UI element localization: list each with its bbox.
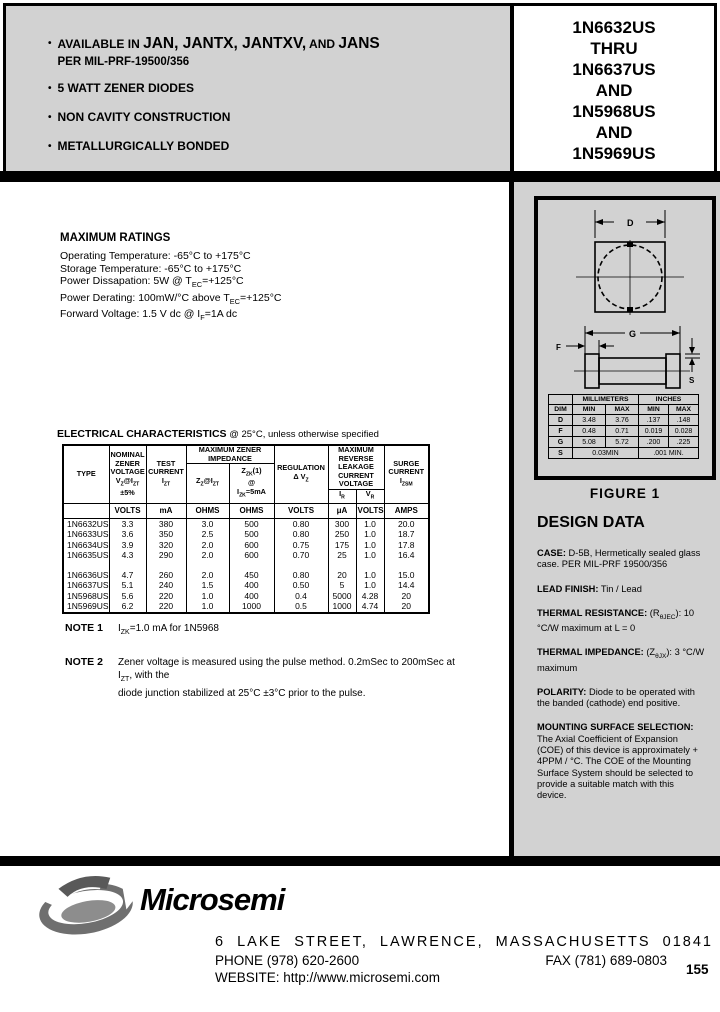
note-row xyxy=(65,656,465,701)
electrical-characteristics-table xyxy=(62,444,430,614)
website: WEBSITE: http://www.microsemi.com xyxy=(215,970,441,985)
cell-izt: 290 xyxy=(146,550,186,561)
bullet-text: AVAILABLE IN JAN, JANTX, JANTXV, AND JANS xyxy=(57,35,380,52)
cell-vr: 1.0 xyxy=(356,550,384,561)
cell-vr: 1.0 xyxy=(356,540,384,551)
col-header-zzk: $Z_{ZK}(1)$ @ $I_{ZK}=5mA$ xyxy=(229,464,274,504)
part-number-line: AND xyxy=(595,122,633,142)
cell-zz: 1.0 xyxy=(186,591,229,602)
cell-zz: 2.0 xyxy=(186,561,229,581)
mm-max: 5.72 xyxy=(606,437,639,448)
col-header-nominal-voltage: NOMINAL ZENER VOLTAGE $V_Z@I_{ZT}$ ±5% xyxy=(109,445,146,503)
col-header-vr: $V_R$ xyxy=(356,489,384,503)
bullet-icon: • xyxy=(48,141,52,152)
cell-regulation: 0.80 xyxy=(274,561,328,581)
design-data-text: Tin / Lead xyxy=(598,583,642,594)
col-header-regulation: REGULATION Δ $V_Z$ xyxy=(274,445,328,503)
cell-zzk: 500 xyxy=(229,529,274,540)
note-text: $I_{ZK}=1.0$ mA for 1N5968 xyxy=(118,623,219,636)
cell-ir: 5 xyxy=(328,580,356,591)
unit-cell: AMPS xyxy=(384,503,429,518)
rating-line: Operating Temperature: -65°C to +175°C xyxy=(60,250,251,262)
design-data-label: THERMAL RESISTANCE: xyxy=(537,607,648,618)
note-row xyxy=(65,622,465,640)
unit-cell: VOLTS xyxy=(109,503,146,518)
units-row xyxy=(63,503,429,518)
cell-zz: 3.0 xyxy=(186,518,229,529)
cell-izsm: 16.4 xyxy=(384,550,429,561)
in-max: 0.028 xyxy=(669,426,699,437)
top-divider-bar xyxy=(0,171,720,182)
in-min-header: MIN xyxy=(639,405,669,415)
cell-zzk: 600 xyxy=(229,540,274,551)
note-text: Zener voltage is measured using the pulse method. 0.2mSec to 200mSec at $I_{ZT}$, with the diode junction stabilized at 25°C ±3°C prior to the pulse. xyxy=(118,656,455,699)
cell-vz: 5.6 xyxy=(109,591,146,602)
in-min: .200 xyxy=(639,437,669,448)
cell-vr: 1.0 xyxy=(356,518,384,529)
feature-bullet xyxy=(48,36,510,70)
table-row xyxy=(63,591,429,602)
footer xyxy=(0,866,720,1012)
device-outline-drawing xyxy=(540,202,710,392)
design-data-text: $(R_{\theta JEC})$: 10 °C/W maximum at L = 0 xyxy=(537,607,695,634)
max-ratings-title: MAXIMUM RATINGS xyxy=(60,232,171,244)
mm-min-header: MIN xyxy=(573,405,606,415)
feature-bullets-panel xyxy=(6,6,514,174)
phone: PHONE (978) 620-2600 xyxy=(215,953,360,968)
cell-zz: 2.0 xyxy=(186,550,229,561)
unit-cell: VOLTS xyxy=(356,503,384,518)
cell-zz: 2.5 xyxy=(186,529,229,540)
cell-zzk: 400 xyxy=(229,591,274,602)
note-label: NOTE 2 xyxy=(65,655,103,668)
main-content xyxy=(0,182,509,856)
dim-blank-header xyxy=(549,395,573,405)
feature-bullet xyxy=(48,81,510,99)
max-ratings-lines xyxy=(60,250,282,325)
cell-ir: 5000 xyxy=(328,591,356,602)
part-numbers-panel xyxy=(514,6,714,174)
notes-section xyxy=(65,622,465,716)
bullet-text: 5 WATT ZENER DIODES xyxy=(57,81,194,95)
cell-type: 1N6633US xyxy=(63,529,109,540)
mm-min: 5.08 xyxy=(573,437,606,448)
mm-header: MILLIMETERS xyxy=(573,395,639,405)
mm-value: 0.03MIN xyxy=(573,448,639,459)
table-row xyxy=(63,529,429,540)
cell-regulation: 0.80 xyxy=(274,518,328,529)
cell-zz: 1.0 xyxy=(186,601,229,613)
cell-ir: 250 xyxy=(328,529,356,540)
design-data-section xyxy=(537,514,705,814)
cell-vr: 1.0 xyxy=(356,529,384,540)
dim-row xyxy=(549,415,699,426)
dim-header: DIM xyxy=(549,405,573,415)
mm-min: 0.48 xyxy=(573,426,606,437)
dim-letter: S xyxy=(549,448,573,459)
col-header-type: TYPE xyxy=(63,445,109,503)
design-data-text: $(Z_{\theta JX})$: 3 °C/W maximum xyxy=(537,647,705,673)
cell-regulation: 0.75 xyxy=(274,540,328,551)
dim-label-f: F xyxy=(556,343,561,352)
figure-box xyxy=(534,196,716,480)
table-row xyxy=(63,550,429,561)
cell-zz: 1.5 xyxy=(186,580,229,591)
cell-ir: 300 xyxy=(328,518,356,529)
cell-izt: 260 xyxy=(146,561,186,581)
cell-izsm: 20.0 xyxy=(384,518,429,529)
design-data-label: MOUNTING SURFACE SELECTION: xyxy=(537,722,694,733)
design-data-item xyxy=(537,687,705,710)
cell-vz: 3.9 xyxy=(109,540,146,551)
page-number: 155 xyxy=(686,962,709,977)
unit-cell: OHMS xyxy=(186,503,229,518)
cell-type: 1N6634US xyxy=(63,540,109,551)
cell-type: 1N5968US xyxy=(63,591,109,602)
col-header-test-current: TEST CURRENT $I_{ZT}$ xyxy=(146,445,186,503)
in-max: .225 xyxy=(669,437,699,448)
dim-letter: D xyxy=(549,415,573,426)
unit-cell: VOLTS xyxy=(274,503,328,518)
mm-min: 3.48 xyxy=(573,415,606,426)
cell-vr: 4.74 xyxy=(356,601,384,613)
cell-ir: 175 xyxy=(328,540,356,551)
cell-vr: 1.0 xyxy=(356,580,384,591)
mm-max: 0.71 xyxy=(606,426,639,437)
cell-izt: 350 xyxy=(146,529,186,540)
dim-label-s: S xyxy=(689,376,695,385)
inches-header: INCHES xyxy=(639,395,699,405)
brand-wordmark: Microsemi xyxy=(140,882,285,917)
col-header-zz: $Z_Z@I_{ZT}$ xyxy=(186,464,229,504)
cell-zzk: 1000 xyxy=(229,601,274,613)
part-number-line: AND xyxy=(595,80,633,100)
bullet-icon: • xyxy=(48,83,52,94)
feature-bullet xyxy=(48,110,510,128)
dim-label-d: D xyxy=(627,218,634,228)
cell-ir: 25 xyxy=(328,550,356,561)
dim-row-s xyxy=(549,448,699,459)
table-row xyxy=(63,580,429,591)
cell-ir: 20 xyxy=(328,561,356,581)
header-band xyxy=(3,3,717,177)
rating-line: Power Dissapation: 5W @ $T_{EC}=+125^\circ C$ xyxy=(60,275,244,290)
unit-cell: mA xyxy=(146,503,186,518)
rating-line: Power Derating: 100mW/°C above $T_{EC}=+125^\circ C$ xyxy=(60,291,282,306)
cell-regulation: 0.80 xyxy=(274,529,328,540)
table-row xyxy=(63,540,429,551)
col-header-impedance-group: MAXIMUM ZENER IMPEDANCE xyxy=(186,445,274,464)
dim-row xyxy=(549,437,699,448)
mm-max-header: MAX xyxy=(606,405,639,415)
cell-regulation: 0.4 xyxy=(274,591,328,602)
cell-ir: 1000 xyxy=(328,601,356,613)
cell-izsm: 17.8 xyxy=(384,540,429,551)
design-data-text: Diode to be operated with the banded (cathode) end positive. xyxy=(537,686,695,709)
cell-zzk: 600 xyxy=(229,550,274,561)
unit-cell: μA xyxy=(328,503,356,518)
bullet-icon: • xyxy=(48,38,52,49)
feature-bullet xyxy=(48,139,510,157)
dim-letter: G xyxy=(549,437,573,448)
dim-label-g: G xyxy=(629,329,637,339)
elec-char-title-bold: ELECTRICAL CHARACTERISTICS xyxy=(57,428,227,440)
address-line: 6 LAKE STREET, LAWRENCE, MASSACHUSETTS 01841 xyxy=(215,934,713,950)
cell-vz: 3.3 xyxy=(109,518,146,529)
table-row xyxy=(63,518,429,529)
cell-vz: 4.7 xyxy=(109,561,146,581)
dim-letter: F xyxy=(549,426,573,437)
dim-row xyxy=(549,426,699,437)
in-min: .137 xyxy=(639,415,669,426)
cell-zzk: 450 xyxy=(229,561,274,581)
bullet-text: NON CAVITY CONSTRUCTION xyxy=(57,110,231,124)
cell-regulation: 0.50 xyxy=(274,580,328,591)
cell-izt: 220 xyxy=(146,591,186,602)
cell-izsm: 20 xyxy=(384,591,429,602)
cell-vr: 4.28 xyxy=(356,591,384,602)
cell-vz: 3.6 xyxy=(109,529,146,540)
note-label: NOTE 1 xyxy=(65,622,103,634)
design-data-text: The Axial Coefficient of Expansion (COE) of this device is approximately + 4PPM / °C. The COE of the Mounting Surface System should be selected to provide a suitable match with this device. xyxy=(537,733,698,801)
cell-izsm: 14.4 xyxy=(384,580,429,591)
col-header-ir: $I_R$ xyxy=(328,489,356,503)
cell-zzk: 400 xyxy=(229,580,274,591)
bullet-subtext: PER MIL-PRF-19500/356 xyxy=(57,56,190,68)
part-number-line: 1N6632US xyxy=(572,17,656,37)
design-data-label: CASE: xyxy=(537,548,566,558)
cell-zzk: 500 xyxy=(229,518,274,529)
design-data-label: LEAD FINISH: xyxy=(537,583,599,594)
cell-vr: 1.0 xyxy=(356,561,384,581)
in-max: .148 xyxy=(669,415,699,426)
table-row xyxy=(63,601,429,613)
cell-type: 1N6637US xyxy=(63,580,109,591)
cell-izt: 240 xyxy=(146,580,186,591)
part-number-line: 1N5969US xyxy=(572,143,656,163)
microsemi-logo xyxy=(34,872,138,944)
in-min: 0.019 xyxy=(639,426,669,437)
cell-zz: 2.0 xyxy=(186,540,229,551)
bullet-icon: • xyxy=(48,112,52,123)
rating-line: Forward Voltage: 1.5 V dc @ $I_F=1A$ dc xyxy=(60,308,238,323)
design-data-item xyxy=(537,647,705,673)
design-data-item xyxy=(537,722,705,801)
cell-type: 1N6636US xyxy=(63,561,109,581)
cell-vz: 5.1 xyxy=(109,580,146,591)
cell-izsm: 15.0 xyxy=(384,561,429,581)
table-row xyxy=(63,561,429,581)
fax: FAX (781) 689-0803 xyxy=(545,953,667,968)
in-value: .001 MIN. xyxy=(639,448,699,459)
dimension-table xyxy=(548,394,699,459)
design-data-label: THERMAL IMPEDANCE: xyxy=(537,647,644,658)
cell-izt: 320 xyxy=(146,540,186,551)
design-data-text: D-5B, Hermetically sealed glass case. PER MIL-PRF 19500/356 xyxy=(537,548,701,570)
unit-cell: OHMS xyxy=(229,503,274,518)
cell-izsm: 20 xyxy=(384,601,429,613)
cell-type: 1N6635US xyxy=(63,550,109,561)
mm-max: 3.76 xyxy=(606,415,639,426)
right-panel xyxy=(509,182,720,856)
col-header-leakage-group: MAXIMUM REVERSE LEAKAGE CURRENT VOLTAGE xyxy=(328,445,384,489)
part-number-line: 1N5968US xyxy=(572,101,656,121)
part-number-line: THRU xyxy=(590,38,638,58)
design-data-item xyxy=(537,548,705,571)
elec-char-title-suffix: @ 25°C, unless otherwise specified xyxy=(226,429,379,440)
col-header-surge: SURGE CURRENT $I_{ZSM}$ xyxy=(384,445,429,503)
cell-type: 1N5969US xyxy=(63,601,109,613)
rating-line: Storage Temperature: -65°C to +175°C xyxy=(60,262,242,275)
cell-vz: 4.3 xyxy=(109,550,146,561)
figure-caption: FIGURE 1 xyxy=(589,486,661,501)
cell-regulation: 0.5 xyxy=(274,601,328,613)
cell-regulation: 0.70 xyxy=(274,550,328,561)
in-max-header: MAX xyxy=(669,405,699,415)
bullet-text: METALLURGICALLY BONDED xyxy=(57,139,230,153)
design-data-item xyxy=(537,608,705,634)
elec-char-title xyxy=(57,428,379,440)
cell-type: 1N6632US xyxy=(63,518,109,529)
design-data-title: DESIGN DATA xyxy=(537,514,645,531)
cell-vz: 6.2 xyxy=(109,601,146,613)
design-data-label: POLARITY: xyxy=(537,686,587,697)
part-number-line: 1N6637US xyxy=(572,59,656,79)
design-data-item xyxy=(537,584,705,595)
cell-izt: 380 xyxy=(146,518,186,529)
cell-izsm: 18.7 xyxy=(384,529,429,540)
cell-izt: 220 xyxy=(146,601,186,613)
